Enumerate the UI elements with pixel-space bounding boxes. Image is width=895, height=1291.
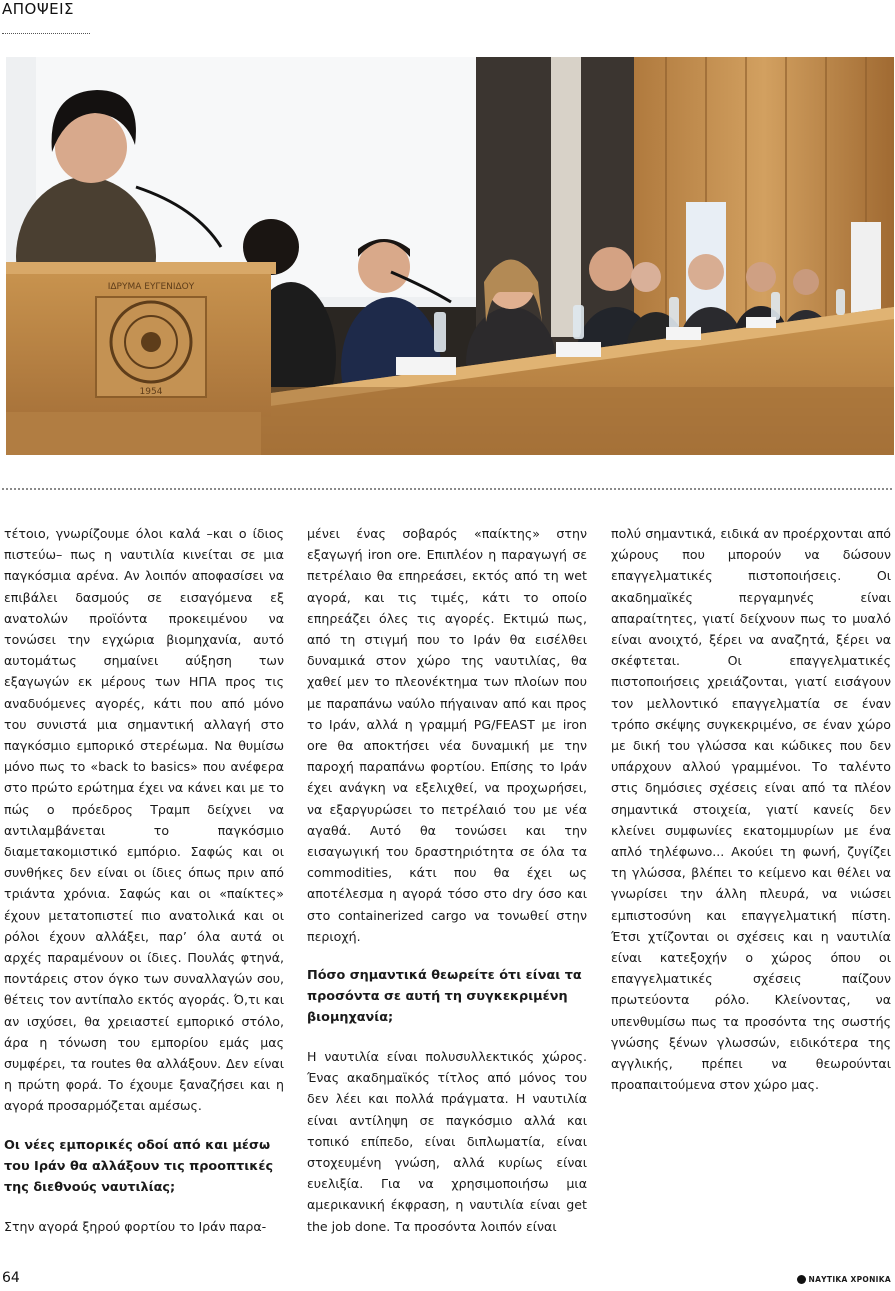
interview-question: Οι νέες εμπορικές οδοί από και μέσω του Ιράν θα αλλάξουν τις προοπτικές της διεθνούς ναυτιλίας; (4, 1137, 274, 1195)
section-label: ΑΠΟΨΕΙΣ (2, 0, 75, 18)
section-divider (2, 33, 90, 34)
magazine-name: ΝΑΥΤΙΚΑ ΧΡΟΝΙΚΑ (808, 1275, 891, 1284)
magazine-logo-icon (797, 1275, 806, 1284)
paragraph: πολύ σημαντικά, ειδικά αν προέρχονται από χώρους που μπορούν να δώσουν επαγγελματικές πιστοποιήσεις. Οι ακαδημαϊκές περγαμηνές είναι απαραίτητες, γιατί δείχνουν πως το μυαλό είναι ανοιχτό, ξέρει να αναζητά, ξέρει να σκέφτεται. Οι επαγγελματικές πιστοποιήσεις χρειάζονται, γιατί εισάγουν τον μελλοντικό επαγγελματία σε έναν τρόπο σκέψης συγκεκριμένο, σε έναν χώρο με δική του γλώσσα και κώδικες που δεν υπάρχουν αλλού γραμμένοι. Το ταλέντο στις δημόσιες σχέσεις είναι από τα πλέον σημαντικά στοιχεία, γιατί κανείς δεν κλείνει συμφωνίες εκατομμυρίων με ένα απλό τηλέφωνο... Ακούει τη φωνή, ζυγίζει τη γλώσσα, βλέπει το κείμενο και θέλει να γνωρίσει την άλλη πλευρά, να νιώσει εμπιστοσύνη και επαγγελματική πίστη. Έτσι χτίζονται οι σχέσεις και η ναυτιλία είναι κατεξοχήν ο χώρος όπου οι επαγγελματικές σχέσεις παίζουν πρωτεύοντα ρόλο. Κλείνοντας, να υπενθυμίσω πως τα προσόντα της σωστής γνώσης ξένων γλωσσών, ειδικότερα της αγγλικής, πρέπει να θεωρούνται προαπαιτούμενα στον χώρο μας. (611, 526, 891, 1093)
paragraph: μένει ένας σοβαρός «παίκτης» στην εξαγωγή iron ore. Επιπλέον η παραγωγή σε πετρέλαιο θα επηρεάσει, εκτός από τη wet αγορά, και τις τιμές, κάτι το οποίο επηρεάζει όλες τις αγορές. Εκτιμώ πως, από τη στιγμή που το Ιράν θα εισέλθει δυναμικά στον χώρο της ναυτιλίας, θα χαθεί μεν το πλεονέκτημα των πλοίων που με παραπάνω ναύλο πήγαιναν από και προς το Ιράν, αλλά η γραμμή PG/FEAST με iron ore θα αποκτήσει νέα δυναμική με την παροχή παραπάνω φορτίου. Επίσης το Ιράν έχει ανάγκη να εξελιχθεί, να προχωρήσει, να εξαργυρώσει το πετρέλαιό του με νέα αγαθά. Αυτό θα τονώσει και την εισαγωγική του δραστηριότητα σε όλα τα commodities, κάτι που θα έχει ως αποτέλεσμα η αγορά τόσο στο dry όσο και στο containerized cargo να τονωθεί στην περιοχή. (307, 526, 587, 944)
page-number: 64 (2, 1270, 20, 1286)
article-column-3 (611, 523, 891, 1113)
paragraph: τέτοιο, γνωρίζουμε όλοι καλά –και ο ίδιος πιστεύω– πως η ναυτιλία κινείται σε μια παγκόσμια αρένα. Αν λοιπόν αποφασίσει να επιβάλει δασμούς σε εισαγόμενα εξ ανατολών προϊόντα προκειμένου να τονώσει την εγχώρια βιομηχανία, αυτό αυτομάτως σημαίνει αύξηση των εξαγωγών εκ μέρους των ΗΠΑ προς τις αναδυόμενες αγορές, κάτι που από μόνο του συνιστά μια σημαντική αλλαγή στο παγκόσμιο εμπορικό στερέωμα. Να θυμίσω μόνο πως το «back to basics» που ανέφερα στο πρώτο ερώτημα έχει να κάνει και με το πώς ο πρόεδρος Τραμπ δείχνει να αντιλαμβάνεται το παγκόσμιο διαμετακομιστικό εμπόριο. Σαφώς και οι συνθήκες δεν είναι οι ίδιες όπως πριν από τριάντα χρόνια. Σαφώς και οι «παίκτες» έχουν μετατοπιστεί πιο ανατολικά και οι ρόλοι έχουν αλλάξει, παρ’ όλα αυτά οι αρχές παραμένουν οι ίδιες. Πουλάς φτηνά, ποντάρεις στον όγκο των συναλλαγών σου, θέτεις τον αντίπαλο εκτός αγοράς. Ό,τι και αν ισχύσει, θα χρειαστεί εμπορικό στόλο, άρα η τόνωση του εμπορίου εμάς μας συμφέρει, τα routes θα αλλάξουν. Δεν είναι η πρώτη φορά. Το έχουμε ξαναζήσει και η αγορά προσαρμόζεται αμέσως. (4, 526, 284, 1114)
article-column-2 (307, 523, 587, 1255)
interview-question: Πόσο σημαντικά θεωρείτε ότι είναι τα προσόντα σε αυτή τη συγκεκριμένη βιομηχανία; (307, 968, 582, 1026)
podium-inscription: ΙΔΡΥΜΑ ΕΥΓΕΝΙΔΟΥ (107, 282, 195, 292)
conference-photo (6, 57, 894, 455)
paragraph: Στην αγορά ξηρού φορτίου το Ιράν παρα- (4, 1218, 267, 1234)
article-column-1 (4, 523, 284, 1255)
photo-divider (2, 488, 892, 490)
podium-year: 1954 (139, 387, 163, 397)
magazine-brand (797, 1275, 892, 1284)
paragraph: Η ναυτιλία είναι πολυσυλλεκτικός χώρος. Ένας ακαδημαϊκός τίτλος από μόνος του δεν λέει και πολλά πράγματα. Η ναυτιλία είναι αντίληψη σε παγκόσμιο αλλά και τοπικό επίπεδο, είναι διπλωματία, είναι στοχευμένη γνώση, αλλά κυρίως είναι ευελιξία. Για να χρησιμοποιήσω μια αμερικανική έκφραση, η ναυτιλία είναι get the job done. Τα προσόντα λοιπόν είναι (307, 1049, 587, 1234)
